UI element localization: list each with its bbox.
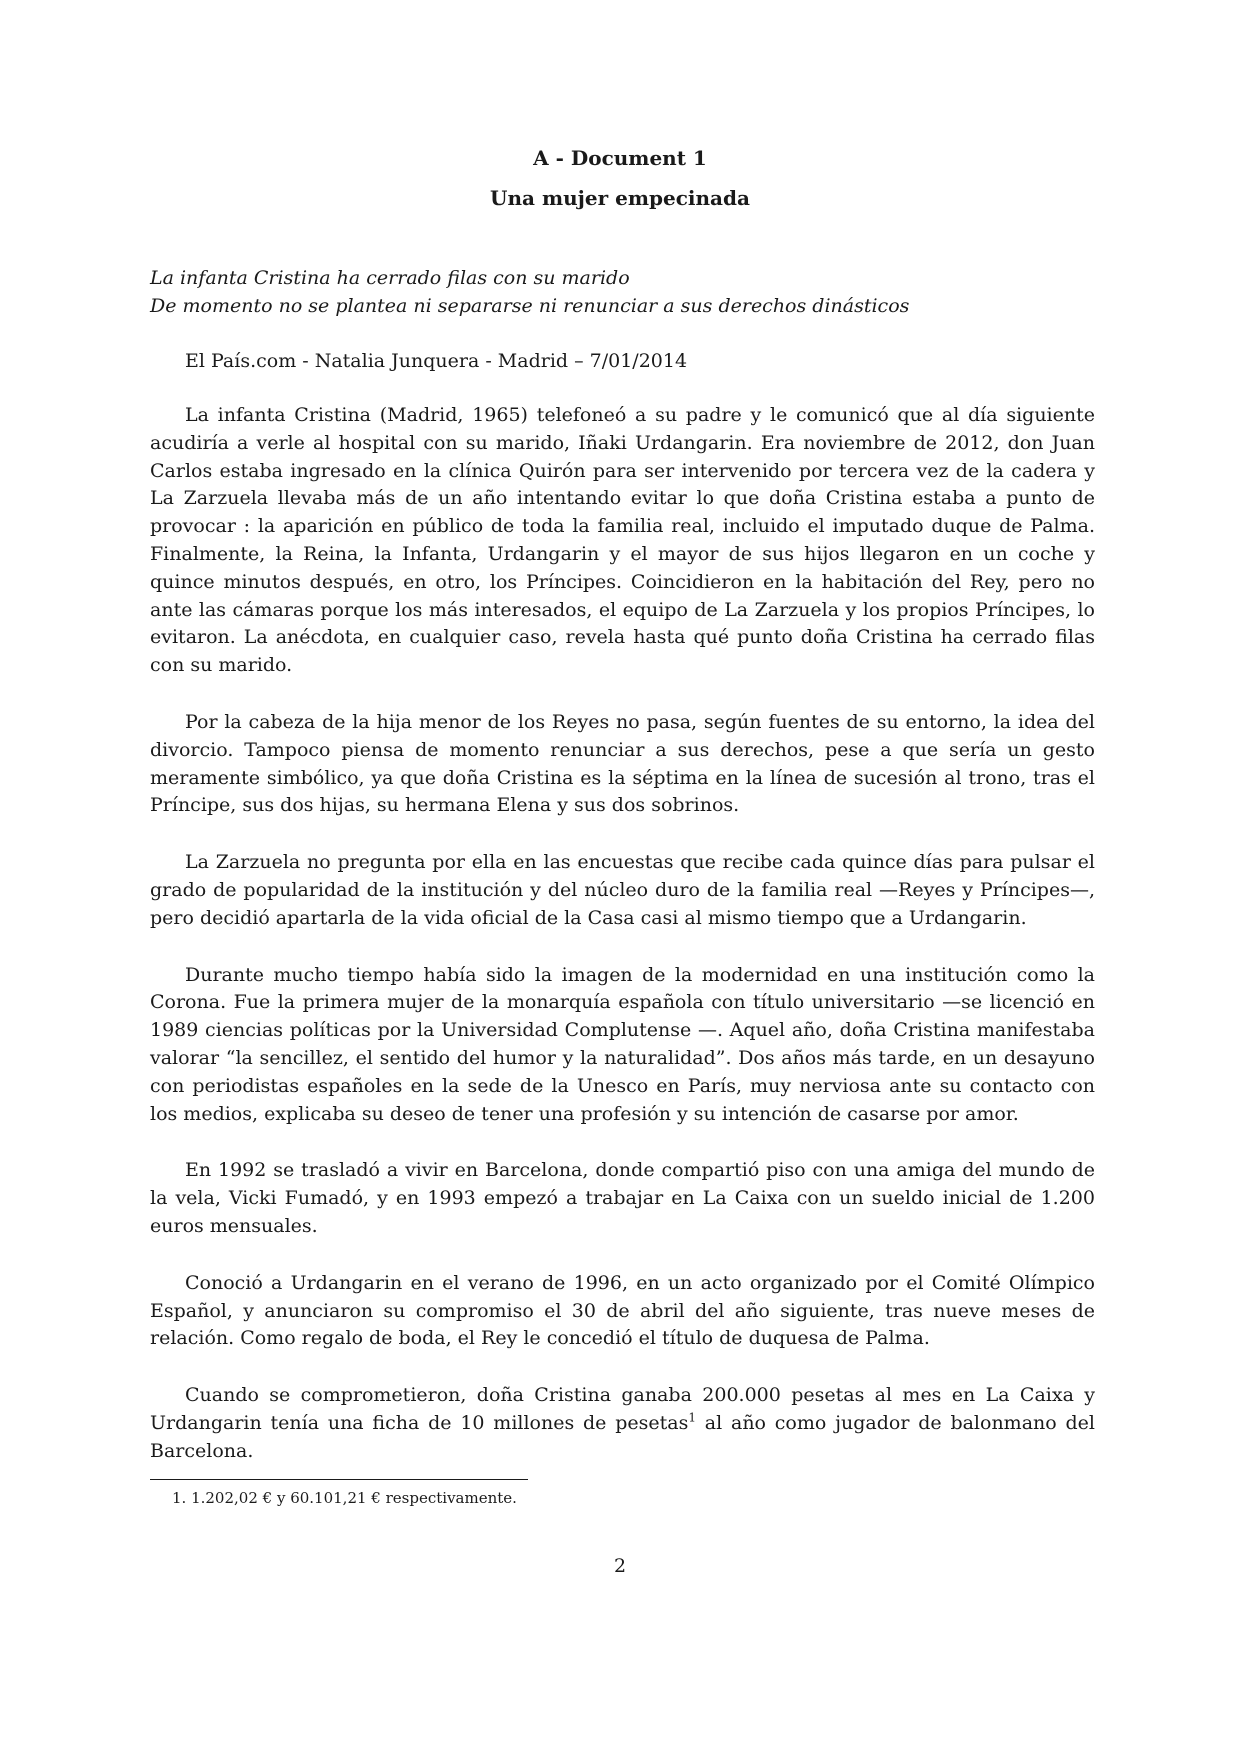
page-number: 2 (613, 1555, 627, 1577)
article-body (150, 402, 1095, 1495)
article-title: Una mujer empecinada (490, 186, 750, 210)
subtitle-line-1: La infanta Cristina ha cerrado filas con su marido (150, 267, 630, 289)
paragraph-7 (150, 1382, 1095, 1465)
footnote-reference[interactable]: 1 (688, 1410, 696, 1425)
byline: El País.com - Natalia Junquera - Madrid – 7/01/2014 (185, 350, 688, 372)
paragraph-2: Por la cabeza de la hija menor de los Reyes no pasa, según fuentes de su entorno, la idea del divorcio. Tampoco piensa de momento renunciar a sus derechos, pese a que sería un gesto meramente simbólico, ya que doña Cristina es la séptima en la línea de sucesión al trono, tras el Príncipe, sus dos hijas, su hermana Elena y sus dos sobrinos. (150, 710, 1095, 817)
paragraph-7-text-end: al año como jugador de balonmano del Barcelona. (150, 1411, 1095, 1462)
paragraph-7-text-start: Cuando se comprometieron, doña Cristina ganaba 200.000 pesetas al mes en La Caixa y Urdangarin tenía una ficha de 10 millones de pesetas (150, 1384, 1095, 1434)
paragraph-1: La infanta Cristina (Madrid, 1965) telefoneó a su padre y le comunicó que al día siguiente acudiría a verle al hospital con su marido, Iñaki Urdangarin. Era noviembre de 2012, don Juan Carlos estaba ingresado en la clínica Quirón para ser intervenido por tercera vez de la cadera y La Zarzuela llevaba más de un año intentando evitar lo que doña Cristina estaba a punto de provocar : la aparición en público de toda la familia real, incluido el imputado duque de Palma. Finalmente, la Reina, la Infanta, Urdangarin y el mayor de sus hijos llegaron en un coche y quince minutos después, en otro, los Príncipes. Coincidieron en la habitación del Rey, pero no ante las cámaras porque los más interesados, el equipo de La Zarzuela y los propios Príncipes, lo evitaron. La anécdota, en cualquier caso, revela hasta qué punto doña Cristina ha cerrado filas con su marido. (150, 404, 1095, 677)
footnote: 1. 1.202,02 € y 60.101,21 € respectivamente. (172, 1489, 517, 1507)
footnote-divider (150, 1479, 528, 1480)
paragraph-3: La Zarzuela no pregunta por ella en las encuestas que recibe cada quince días para pulsar el grado de popularidad de la institución y del núcleo duro de la familia real —Reyes y Príncipes—, pero decidió apartarla de la vida oficial de la Casa casi al mismo tiempo que a Urdangarin. (150, 851, 1095, 929)
paragraph-6: Conoció a Urdangarin en el verano de 1996, en un acto organizado por el Comité Olímpico Español, y anunciaron su compromiso el 30 de abril del año siguiente, tras nueve meses de relación. Como regalo de boda, el Rey le concedió el título de duquesa de Palma. (150, 1271, 1095, 1350)
paragraph-5: En 1992 se trasladó a vivir en Barcelona, donde compartió piso con una amiga del mundo de la vela, Vicki Fumadó, y en 1993 empezó a trabajar en La Caixa con un sueldo inicial de 1.200 euros mensuales. (150, 1159, 1095, 1237)
paragraph-4: Durante mucho tiempo había sido la imagen de la modernidad en una institución como la Corona. Fue la primera mujer de la monarquía española con título universitario —se licenció en 1989 ciencias políticas por la Universidad Complutense —. Aquel año, doña Cristina manifestaba valorar “la sencillez, el sentido del humor y la naturalidad”. Dos años más tarde, en un desayuno con periodistas españoles en la sede de la Unesco en París, muy nerviosa ante su contacto con los medios, explicaba su deseo de tener una profesión y su intención de casarse por amor. (150, 963, 1095, 1125)
subtitle-line-2: De momento no se plantea ni separarse ni renunciar a sus derechos dinásticos (150, 295, 910, 317)
document-label: A - Document 1 (533, 146, 707, 170)
